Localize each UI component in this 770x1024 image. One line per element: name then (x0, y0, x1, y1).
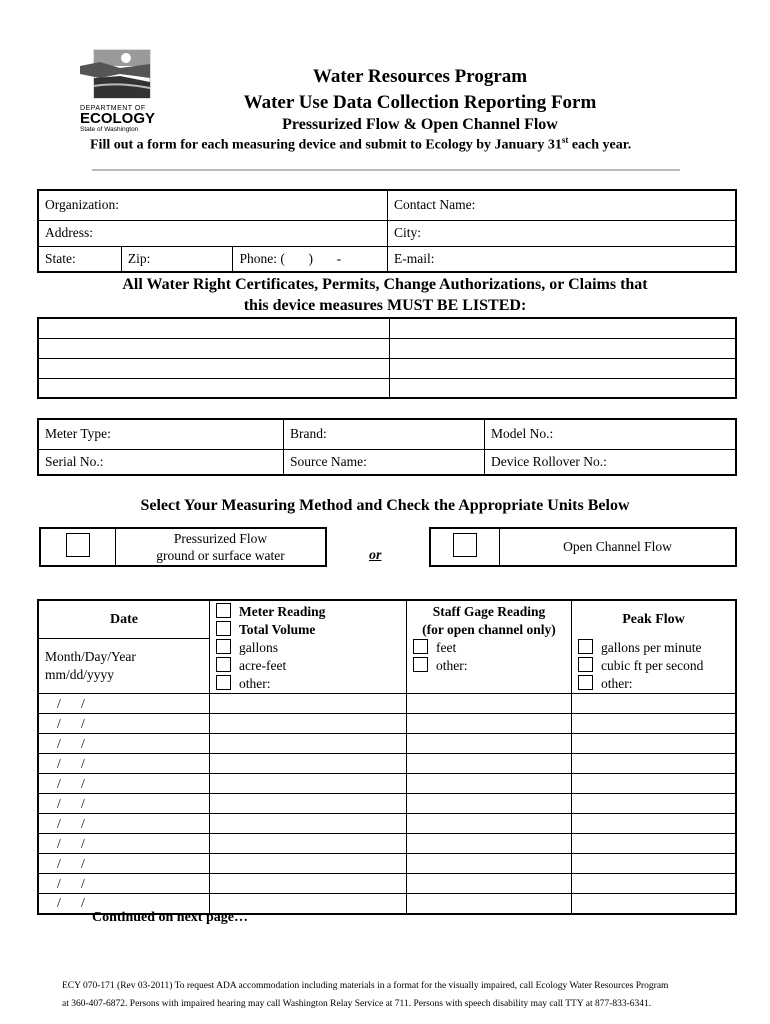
gage-cell[interactable] (407, 754, 572, 774)
state-field[interactable]: State: (38, 246, 121, 272)
table-row (38, 734, 736, 754)
volume-cell[interactable] (210, 734, 407, 754)
cfs-checkbox[interactable] (578, 657, 593, 672)
meter-table (37, 418, 737, 476)
form-title-program: Water Resources Program (312, 66, 528, 87)
phone-field[interactable]: Phone: ( ) - (233, 246, 388, 272)
pressurized-flow-label (116, 528, 327, 566)
feet-option[interactable] (413, 639, 565, 657)
gage-cell[interactable] (407, 814, 572, 834)
date-cell[interactable]: / / (38, 714, 210, 734)
form-title: Water Use Data Collection Reporting Form (243, 92, 597, 113)
rights-cell[interactable] (390, 318, 737, 338)
table-row (38, 814, 736, 834)
peak-flow-cell[interactable] (572, 694, 737, 714)
gage-other-label: other: (436, 658, 468, 673)
gage-cell[interactable] (407, 894, 572, 914)
peak-flow-cell[interactable] (572, 874, 737, 894)
continued-note: Continued on next page… (92, 910, 248, 925)
contact-table (37, 189, 737, 273)
peak-flow-cell[interactable] (572, 814, 737, 834)
date-cell[interactable]: / / (38, 874, 210, 894)
date-cell[interactable]: / / (38, 834, 210, 854)
rights-cell[interactable] (38, 318, 390, 338)
cfs-label: cubic ft per second (601, 658, 704, 673)
gallons-label: gallons (239, 640, 278, 655)
flow-other-label: other: (601, 676, 633, 691)
pressurized-flow-line2: ground or surface water (156, 548, 285, 563)
peak-flow-title: Peak Flow (622, 612, 685, 627)
instructions-end: each year. (568, 137, 632, 153)
open-channel-flow-option (429, 527, 737, 567)
footer-line1: ECY 070-171 (Rev 03-2011) To request ADA accommodation including materials in a format for the visually impaired, call Ecology Water Resources Program (62, 981, 669, 991)
date-format (38, 639, 210, 694)
open-channel-checkbox[interactable] (453, 533, 477, 557)
staff-gage-subtitle: (for open channel only) (422, 622, 556, 637)
zip-field[interactable]: Zip: (121, 246, 233, 272)
gage-other-checkbox[interactable] (413, 657, 428, 672)
meter-reading-option[interactable] (216, 603, 400, 621)
volume-cell[interactable] (210, 694, 407, 714)
volume-cell[interactable] (210, 874, 407, 894)
gpm-checkbox[interactable] (578, 639, 593, 654)
organization-field[interactable]: Organization: (38, 190, 388, 220)
volume-cell[interactable] (210, 834, 407, 854)
date-cell[interactable]: / / (38, 694, 210, 714)
instructions-text: Fill out a form for each measuring device and submit to Ecology by January 31 (90, 137, 562, 153)
meter-reading-label: Meter Reading (239, 604, 326, 619)
peak-flow-cell[interactable] (572, 834, 737, 854)
peak-flow-cell[interactable] (572, 894, 737, 914)
staff-gage-title: Staff Gage Reading (432, 604, 546, 619)
gpm-label: gallons per minute (601, 640, 702, 655)
gage-cell[interactable] (407, 714, 572, 734)
feet-checkbox[interactable] (413, 639, 428, 654)
volume-cell[interactable] (210, 754, 407, 774)
gage-cell[interactable] (407, 834, 572, 854)
serial-field[interactable]: Serial No.: (38, 449, 284, 475)
form-subtitle: Pressurized Flow & Open Channel Flow (282, 116, 558, 133)
volume-cell[interactable] (210, 774, 407, 794)
logo-dept: DEPARTMENT OF (80, 105, 146, 112)
peak-flow-cell[interactable] (572, 774, 737, 794)
table-row (38, 754, 736, 774)
acre-feet-checkbox[interactable] (216, 657, 231, 672)
peak-flow-cell[interactable] (572, 754, 737, 774)
meter-type-field[interactable]: Meter Type: (38, 419, 284, 449)
peak-flow-cell[interactable] (572, 854, 737, 874)
gallons-checkbox[interactable] (216, 639, 231, 654)
rollover-field[interactable]: Device Rollover No.: (485, 449, 737, 475)
flow-other-checkbox[interactable] (578, 675, 593, 690)
staff-gage-header (407, 600, 572, 694)
date-cell[interactable]: / / (38, 894, 210, 914)
date-format-line1: Month/Day/Year (45, 649, 136, 665)
table-row (38, 834, 736, 854)
rights-cell[interactable] (390, 358, 737, 378)
model-field[interactable]: Model No.: (485, 419, 737, 449)
rights-heading-line1: All Water Right Certificates, Permits, Change Authorizations, or Claims that (122, 276, 648, 293)
gage-cell[interactable] (407, 854, 572, 874)
brand-field[interactable]: Brand: (284, 419, 485, 449)
date-cell[interactable]: / / (38, 734, 210, 754)
table-row (38, 774, 736, 794)
table-row (38, 714, 736, 734)
instructions (90, 135, 631, 154)
cfs-option[interactable] (578, 657, 729, 675)
gage-other-option[interactable] (413, 657, 565, 675)
email-field[interactable]: E-mail: (388, 246, 737, 272)
reading-log-table (37, 599, 737, 915)
date-cell[interactable]: / / (38, 854, 210, 874)
header-divider (92, 169, 680, 171)
city-field[interactable]: City: (388, 220, 737, 246)
date-header: Date (38, 600, 210, 639)
volume-other-option[interactable] (216, 675, 400, 693)
open-channel-label: Open Channel Flow (500, 528, 737, 566)
rights-cell[interactable] (38, 338, 390, 358)
acre-feet-label: acre-feet (239, 658, 287, 673)
volume-other-checkbox[interactable] (216, 675, 231, 690)
volume-cell[interactable] (210, 814, 407, 834)
pressurized-flow-checkbox-cell[interactable] (40, 528, 116, 566)
open-channel-checkbox-cell[interactable] (430, 528, 500, 566)
or-separator: or (369, 548, 382, 563)
gage-cell[interactable] (407, 694, 572, 714)
volume-cell[interactable] (210, 714, 407, 734)
table-row (38, 794, 736, 814)
contact-name-field[interactable]: Contact Name: (388, 190, 737, 220)
date-cell[interactable]: / / (38, 754, 210, 774)
gage-cell[interactable] (407, 774, 572, 794)
logo-state: State of Washington (80, 126, 139, 133)
logo-name: ECOLOGY (80, 110, 156, 127)
rights-heading-line2: this device measures MUST BE LISTED: (243, 297, 527, 314)
flow-other-option[interactable] (578, 675, 729, 693)
date-format-line2: mm/dd/yyyy (45, 667, 115, 683)
total-volume-checkbox[interactable] (216, 621, 231, 636)
table-row (38, 874, 736, 894)
total-volume-option[interactable] (216, 621, 400, 639)
peak-flow-cell[interactable] (572, 734, 737, 754)
gallons-option[interactable] (216, 639, 400, 657)
peak-flow-header (572, 600, 737, 694)
rights-cell[interactable] (390, 378, 737, 398)
meter-reading-header (210, 600, 407, 694)
gpm-option[interactable] (578, 639, 729, 657)
footer-line2: at 360-407-6872. Persons with impaired hearing may call Washington Relay Service at 711. Persons with speech disability may call TTY at 877-833-6341. (62, 999, 652, 1009)
gage-cell[interactable] (407, 734, 572, 754)
rights-cell[interactable] (38, 378, 390, 398)
instructions-sup: st (561, 135, 569, 145)
feet-label: feet (436, 640, 457, 655)
address-field[interactable]: Address: (38, 220, 388, 246)
volume-other-label: other: (239, 676, 271, 691)
date-cell[interactable]: / / (38, 774, 210, 794)
form-footer (62, 977, 722, 1013)
method-heading: Select Your Measuring Method and Check the Appropriate Units Below (140, 497, 630, 514)
pressurized-flow-option (39, 527, 327, 567)
volume-cell[interactable] (210, 854, 407, 874)
table-row (38, 694, 736, 714)
source-name-field[interactable]: Source Name: (284, 449, 485, 475)
volume-cell[interactable] (210, 794, 407, 814)
rights-table (37, 317, 737, 399)
acre-feet-option[interactable] (216, 657, 400, 675)
peak-flow-cell[interactable] (572, 794, 737, 814)
gage-cell[interactable] (407, 794, 572, 814)
date-cell[interactable]: / / (38, 794, 210, 814)
pressurized-flow-checkbox[interactable] (66, 533, 90, 557)
rights-cell[interactable] (38, 358, 390, 378)
meter-reading-checkbox[interactable] (216, 603, 231, 618)
rights-cell[interactable] (390, 338, 737, 358)
table-row (38, 854, 736, 874)
pressurized-flow-line1: Pressurized Flow (173, 531, 268, 546)
total-volume-label: Total Volume (239, 622, 316, 637)
gage-cell[interactable] (407, 874, 572, 894)
peak-flow-cell[interactable] (572, 714, 737, 734)
date-cell[interactable]: / / (38, 814, 210, 834)
